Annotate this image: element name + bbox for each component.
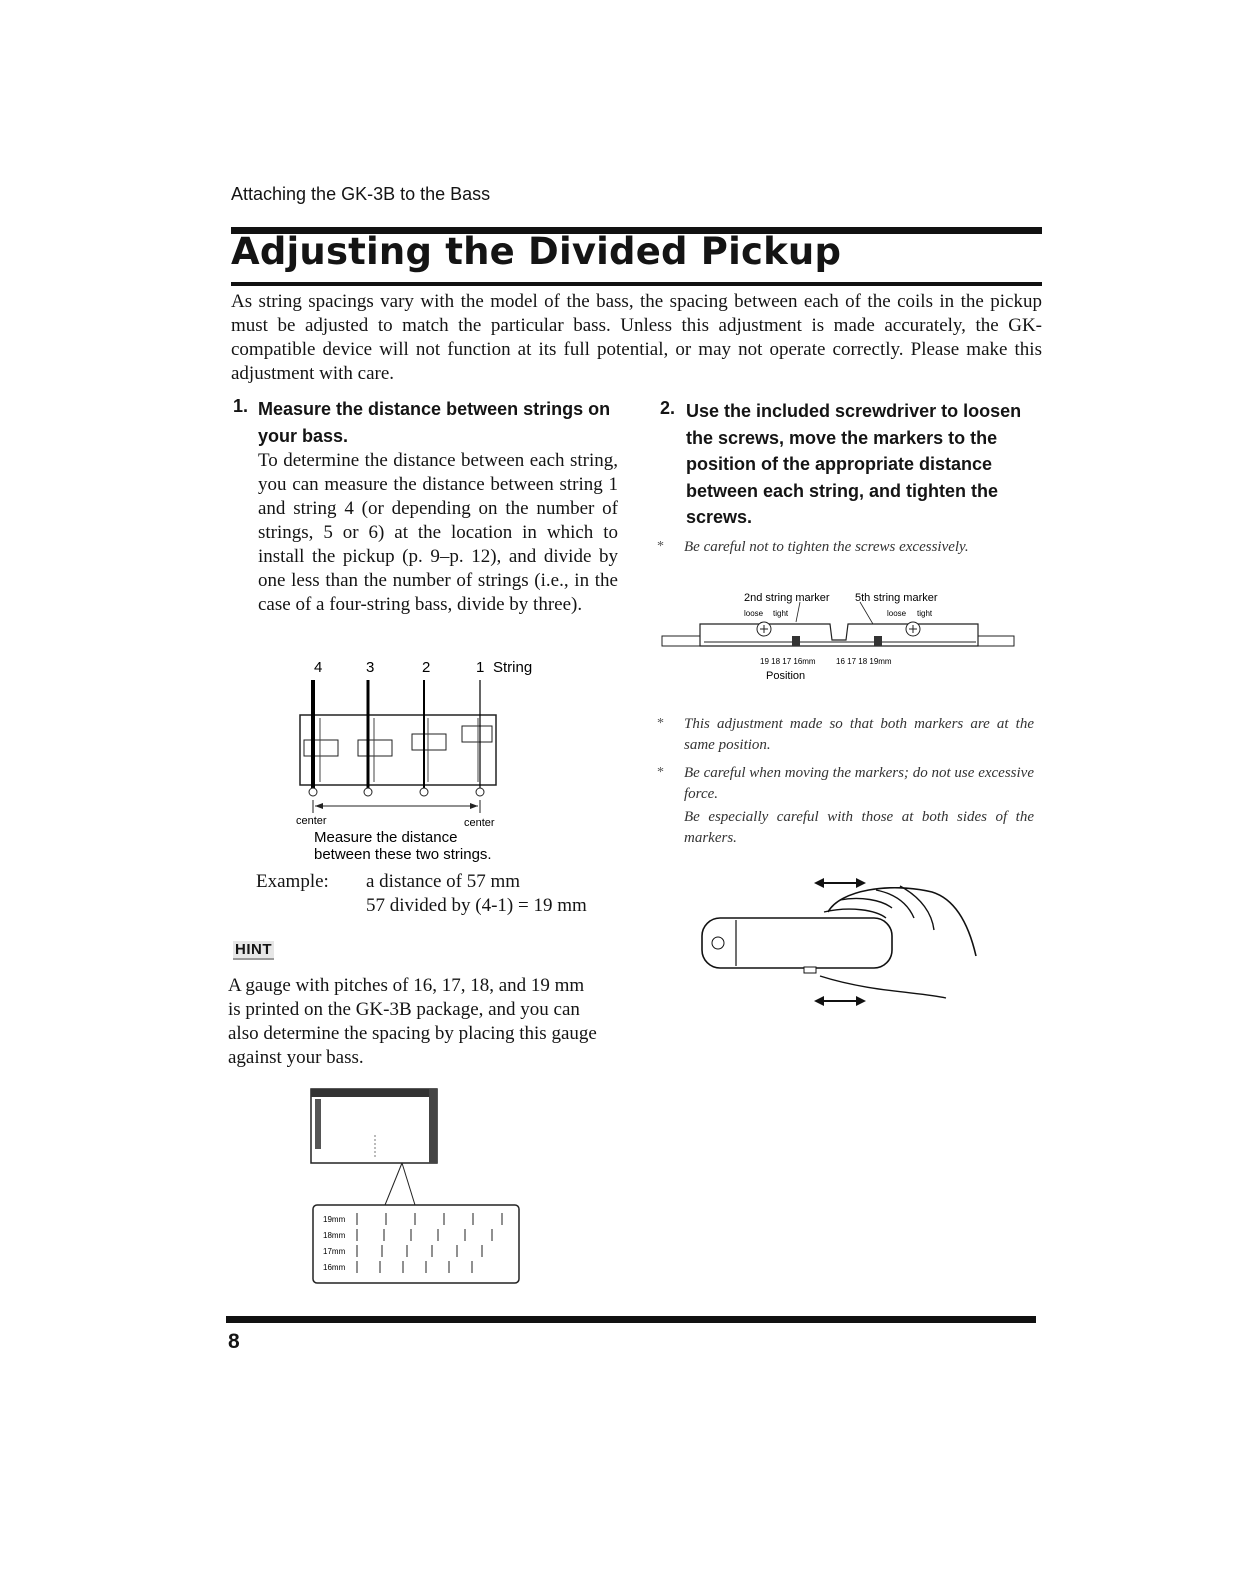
gauge-row-19mm: 19mm: [323, 1215, 346, 1224]
marker-5th-label: 5th string marker: [855, 592, 938, 604]
string-number-2: 2: [422, 659, 431, 676]
example-label: Example:: [256, 871, 329, 892]
scale-left: 19 18 17 16mm: [760, 657, 816, 666]
hand-moving-marker-illustration: [700, 870, 1000, 1020]
center-right-label: center: [464, 817, 495, 829]
tight-label-left: tight: [773, 609, 789, 618]
figure1-caption-line2: between these two strings.: [314, 846, 492, 863]
step2-number: 2.: [660, 398, 676, 418]
running-header: Attaching the GK-3B to the Bass: [231, 184, 491, 204]
gauge-row-17mm: 17mm: [323, 1247, 346, 1256]
title-rule: [231, 282, 1042, 286]
step1-title: Measure the distance between strings on your bass.: [258, 399, 611, 446]
position-label: Position: [766, 670, 806, 682]
page-number: 8: [228, 1330, 240, 1353]
page-title: Adjusting the Divided Pickup: [231, 230, 842, 273]
asterisk-icon: *: [657, 716, 664, 731]
figure1-caption-line1: Measure the distance: [314, 829, 458, 846]
marker-2nd-label: 2nd string marker: [744, 592, 830, 604]
gauge-row-18mm: 18mm: [323, 1231, 346, 1240]
center-left-label: center: [296, 815, 327, 827]
asterisk-icon: *: [657, 765, 664, 780]
string-number-3: 3: [366, 659, 375, 676]
hint-text: A gauge with pitches of 16, 17, 18, and 19 mm is printed on the GK-3B package, and you can also determine the spacing by placing this gauge against your bass.: [228, 975, 597, 1068]
scale-right: 16 17 18 19mm: [836, 657, 892, 666]
loose-label-left: loose: [744, 609, 764, 618]
gauge-figure: [305, 1085, 535, 1290]
tight-label-right: tight: [917, 609, 933, 618]
marker-2nd[interactable]: [792, 636, 800, 646]
intro-paragraph: As string spacings vary with the model of the bass, the spacing between each of the coils in the pickup must be adjusted to match the particular bass. Unless this adjustment is made accurately, the GK-compatible device will not function at its full potential, or may not operate correctly. Please make this adjustment with care.: [231, 291, 1042, 384]
hint-badge: HINT: [235, 941, 272, 958]
step2-title: Use the included screwdriver to loosen the screws, move the markers to the position of the appropriate distance between each string, and tighten the screws.: [686, 401, 1022, 527]
string-number-1: 1: [476, 659, 485, 676]
pickup-strings-figure: [290, 650, 620, 870]
step2-note-sides: Be especially careful with those at both sides of the markers.: [684, 809, 1034, 846]
gauge-row-16mm: 16mm: [323, 1263, 346, 1272]
step2-note-screws: Be careful not to tighten the screws excessively.: [684, 539, 969, 555]
example-line-2: 57 divided by (4-1) = 19 mm: [366, 895, 587, 916]
step2-note-same-position: This adjustment made so that both markers are at the same position.: [684, 716, 1034, 753]
string-label: String: [493, 659, 533, 676]
marker-adjustment-figure: [660, 588, 1032, 688]
step1-number: 1.: [233, 396, 249, 416]
marker-5th[interactable]: [874, 636, 882, 646]
example-line-1: a distance of 57 mm: [366, 871, 521, 892]
step1-body: To determine the distance between each string, you can measure the distance between string 1 and string 4 (or depending on the number of strings, 5 or 6) at the location in which to install the pickup (p. 9–p. 12), and divide by one less than the number of strings (i.e., in the case of a four-string bass, divide by three).: [258, 450, 618, 615]
step2-note-force: Be careful when moving the markers; do not use excessive force.: [684, 765, 1034, 802]
package-box: [311, 1089, 437, 1163]
asterisk-icon: *: [657, 539, 664, 554]
bottom-rule: [226, 1316, 1036, 1323]
loose-label-right: loose: [887, 609, 907, 618]
string-number-4: 4: [314, 659, 323, 676]
